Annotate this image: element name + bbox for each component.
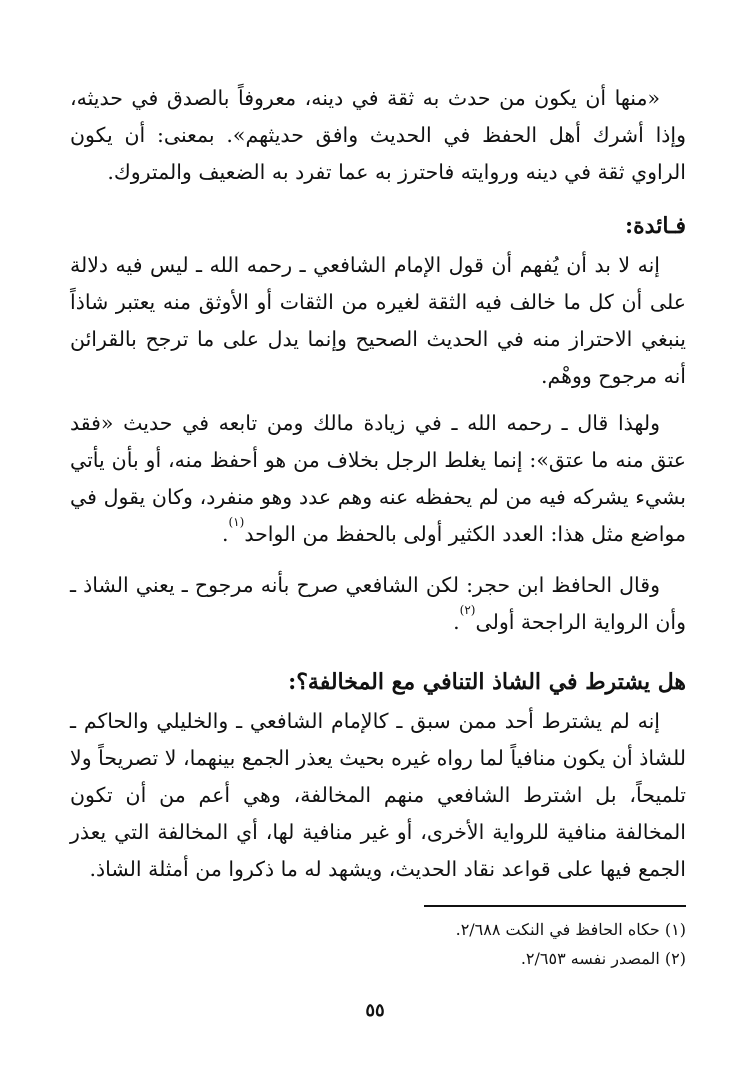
paragraph-malik-addition-text: ولهذا قال ـ رحمه الله ـ في زيادة مالك ومن تابعه في حديث «فقد عتق منه ما عتق»: إنما يغلط الرجل بخلاف من هو أحفظ منه، أو بأن يأتي بشيء يشركه فيه من لم يحفظه عنه وهم عدد وهو منفرد، وكان يقول في مواضع مثل هذا: العدد الكثير أولى بالحفظ من الواحد	[70, 411, 686, 546]
footnote-2: (٢) المصدر نفسه ٢/٦٥٣.	[520, 949, 686, 968]
paragraph-faida: إنه لا بد أن يُفهم أن قول الإمام الشافعي ـ رحمه الله ـ ليس فيه دلالة على أن كل ما خالف فيه الثقة لغيره من الثقات أو الأوثق منه يعتبر شاذاً ينبغي الاحتراز منه في الحديث الصحيح وإنما يدل على ما ترجح بالقرائن أنه مرجوح ووهْم.	[70, 253, 686, 388]
footnote-ref-1: (١)	[228, 515, 245, 529]
paragraph-quote-shafii: «منها أن يكون من حدث به ثقة في دينه، معروفاً بالصدق في حديثه، وإذا أشرك أهل الحفظ في الحديث وافق حديثهم». بمعنى: أن يكون الراوي ثقة في دينه وروايته فاحترز به عما تفرد به الضعيف والمتروك.	[70, 86, 686, 184]
paragraph-ibn-hajar-text: وقال الحافظ ابن حجر: لكن الشافعي صرح بأنه مرجوح ـ يعني الشاذ ـ وأن الرواية الراجحة أولى	[70, 573, 686, 634]
paragraph-end-period: .	[221, 522, 229, 546]
heading-question: هل يشترط في الشاذ التنافي مع المخالفة؟:	[288, 669, 686, 695]
paragraph-contradiction: إنه لم يشترط أحد ممن سبق ـ كالإمام الشافعي ـ والخليلي والحاكم ـ للشاذ أن يكون منافياً لما رواه غيره بحيث يعذر الجمع بينهما، لا تصريحاً ولا تلميحاً، بل اشترط الشافعي منهم المخالفة، وهي أعم من أن تكون المخالفة منافية للرواية الأخرى، أو غير منافية لها، أي المخالفة التي يعذر الجمع فيها على قواعد نقاد الحديث، ويشهد له ما ذكروا من أمثلة الشاذ.	[70, 709, 686, 881]
footnote-divider	[424, 905, 686, 907]
page-body	[70, 80, 686, 888]
paragraph-malik-addition	[70, 405, 686, 553]
footnotes	[70, 915, 686, 973]
footnote-1: (١) حكاه الحافظ في النكت ٢/٦٨٨.	[455, 920, 686, 939]
paragraph-end-period: .	[453, 610, 460, 634]
footnote-ref-2: (٢)	[459, 603, 476, 617]
heading-faida: فـائدة:	[625, 213, 686, 239]
paragraph-ibn-hajar	[70, 567, 686, 641]
page-number: ٥٥	[365, 1000, 385, 1021]
